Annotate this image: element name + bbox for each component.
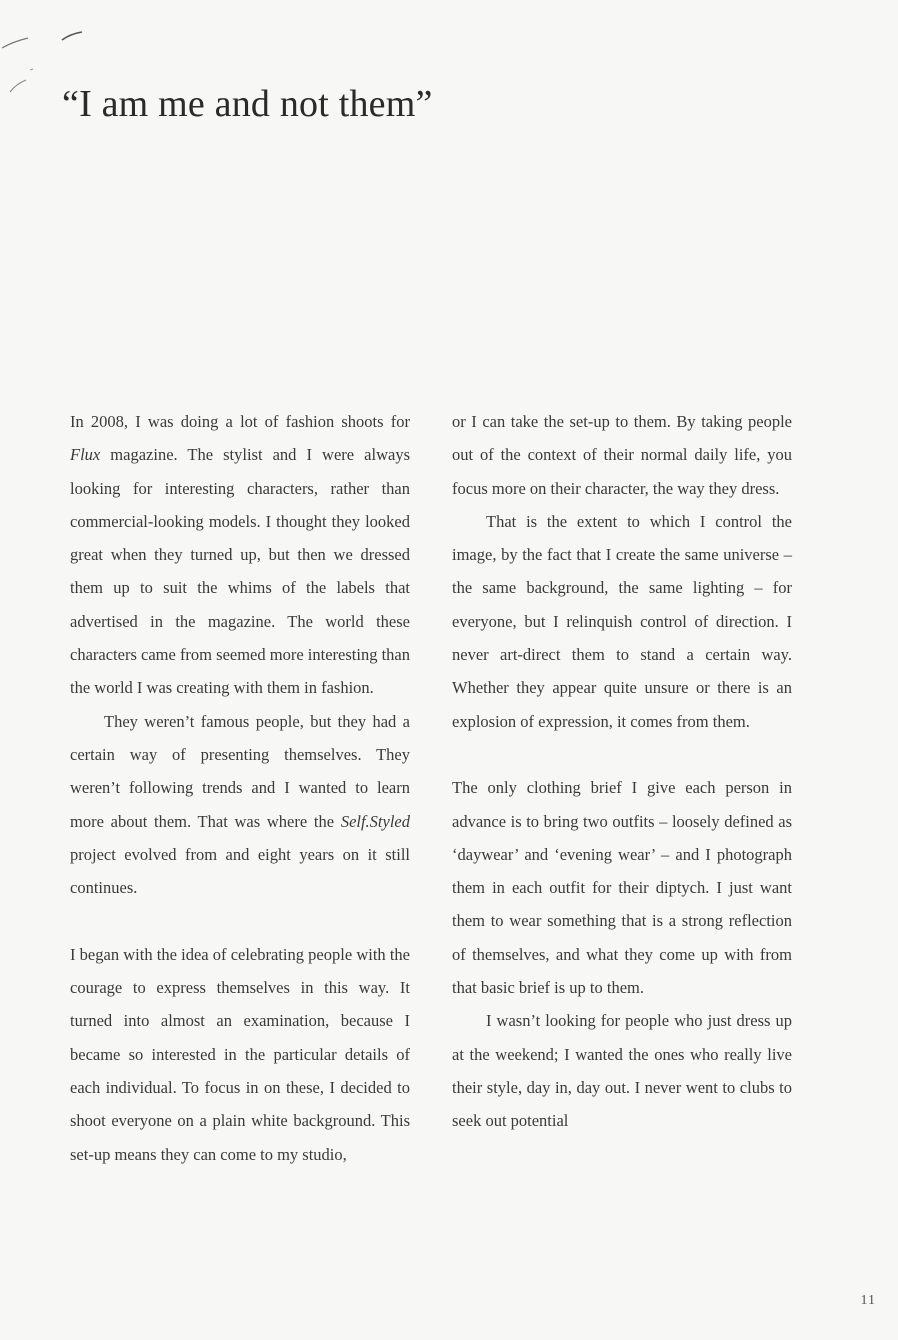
paragraph: [70, 705, 410, 905]
paragraph: I wasn’t looking for people who just dress up at the weekend; I wanted the ones who really live their style, day in, day out. I never went to clubs to seek out potential: [452, 1011, 792, 1131]
text-run: project evolved from and eight years on it still continues.: [70, 844, 410, 898]
page-title: “I am me and not them”: [62, 83, 433, 125]
text-run: In 2008, I was doing a lot of fashion shoots for: [70, 412, 410, 431]
page-number: 11: [860, 1293, 876, 1308]
paragraph: [70, 405, 410, 705]
paragraph: That is the extent to which I control the image, by the fact that I create the same universe – the same background, the same lighting – for everyone, but I relinquish control of direction. I never art-direct them to stand a certain way. Whether they appear quite unsure or there is an explosion of expression, it comes from them.: [452, 511, 792, 731]
text-run: magazine. The stylist and I were always looking for interesting characters, rather than commercial-looking models. I thought they looked great when they turned up, but then we dressed them up to suit the whims of the labels that advertised in the magazine. The world these characters came from seemed more interesting than the world I was creating with them in fashion.: [70, 445, 410, 698]
paragraph: or I can take the set-up to them. By taking people out of the context of their normal daily life, you focus more on their character, the way they dress.: [452, 412, 792, 498]
magazine-name: Flux: [70, 445, 101, 465]
left-text-column: [70, 405, 410, 1171]
text-run: They weren’t famous people, but they had a certain way of presenting themselves. They weren’t following trends and I wanted to learn more about them. That was where the: [70, 711, 410, 831]
right-text-column: [452, 405, 792, 1138]
project-name: Self.Styled: [340, 811, 410, 831]
paragraph: I began with the idea of celebrating people with the courage to express themselves in this way. It turned into almost an examination, because I became so interested in the particular details of each individual. To focus in on these, I decided to shoot everyone on a plain white background. This set-up means they can come to my studio,: [70, 944, 410, 1164]
paragraph: The only clothing brief I give each person in advance is to bring two outfits – loosely defined as ‘daywear’ and ‘evening wear’ – and I photograph them in each outfit for their diptych. I just want them to wear something that is a strong reflection of themselves, and what they come up with from that basic brief is up to them.: [452, 778, 792, 998]
